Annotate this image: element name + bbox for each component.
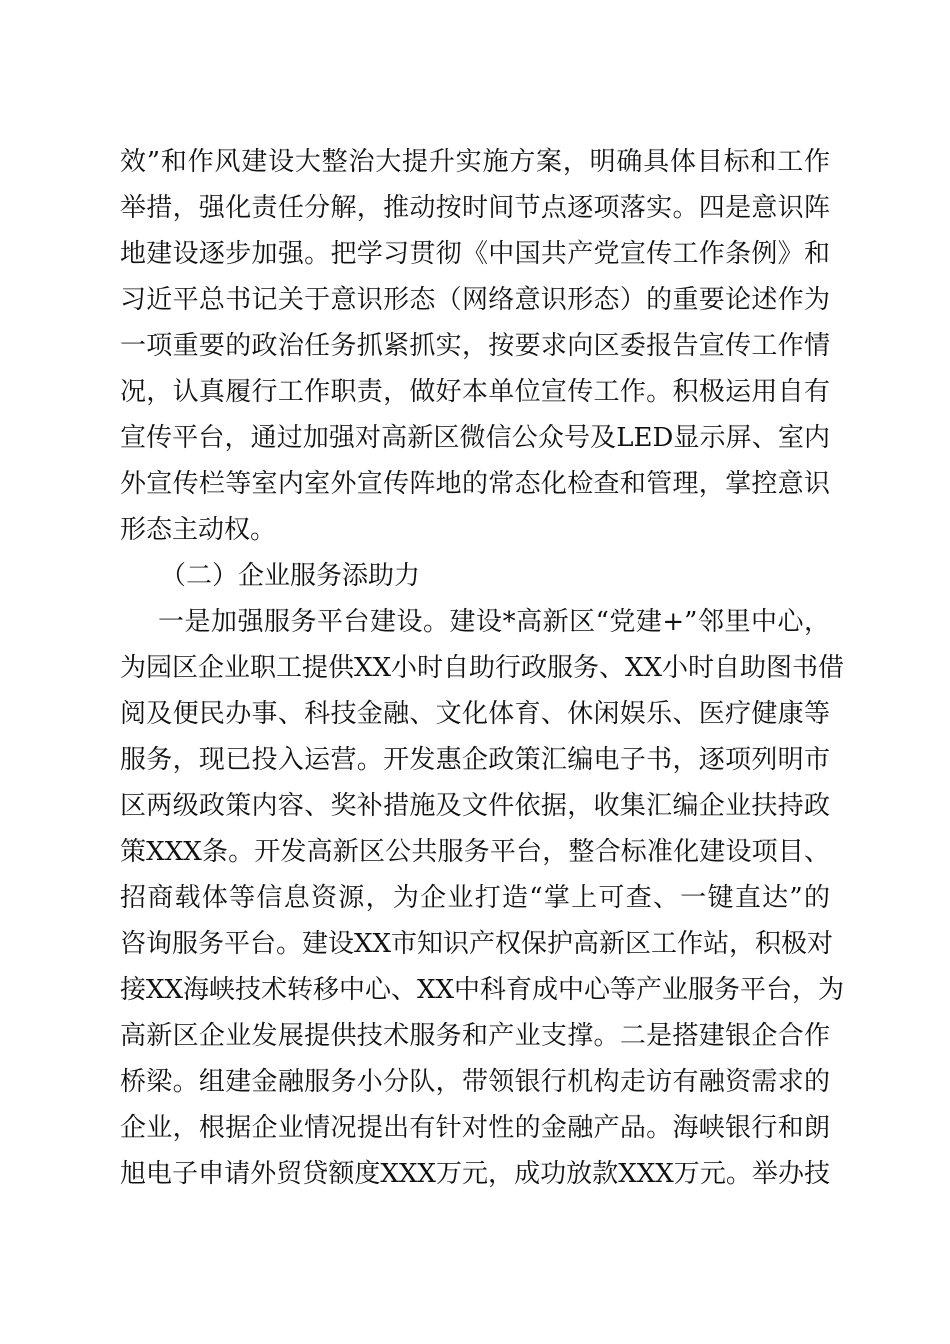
paragraph-line: 举措，强化责任分解，推动按时间节点逐项落实。四是意识阵 bbox=[120, 193, 830, 223]
paragraph-line: 阅及便民办事、科技金融、文化体育、休闲娱乐、医疗健康等 bbox=[120, 699, 830, 729]
paragraph-line: 为园区企业职工提供XX小时自助行政服务、XX小时自助图书借 bbox=[120, 653, 845, 683]
paragraph-first-line: 一是加强服务平台建设。建设*高新区“党建+”邻里中心， bbox=[158, 607, 830, 637]
paragraph-line: 习近平总书记关于意识形态（网络意识形态）的重要论述作为 bbox=[120, 285, 830, 315]
paragraph-line: 服务，现已投入运营。开发惠企政策汇编电子书，逐项列明市 bbox=[120, 745, 830, 775]
paragraph-line: 桥梁。组建金融服务小分队，带领银行机构走访有融资需求的 bbox=[120, 1067, 830, 1097]
paragraph-line: 接XX海峡技术转移中心、XX中科育成中心等产业服务平台，为 bbox=[120, 975, 845, 1005]
paragraph-line: 区两级政策内容、奖补措施及文件依据，收集汇编企业扶持政 bbox=[120, 791, 830, 821]
paragraph-line: 招商载体等信息资源，为企业打造“掌上可查、一键直达”的 bbox=[120, 883, 830, 913]
paragraph-line: 地建设逐步加强。把学习贯彻《中国共产党宣传工作条例》和 bbox=[120, 239, 830, 269]
paragraph-line: 外宣传栏等室内室外宣传阵地的常态化检查和管理，掌控意识 bbox=[120, 469, 830, 499]
paragraph-line: 效”和作风建设大整治大提升实施方案，明确具体目标和工作 bbox=[120, 147, 830, 177]
paragraph-line: 宣传平台，通过加强对高新区微信公众号及LED显示屏、室内 bbox=[120, 423, 830, 453]
paragraph-line: 一项重要的政治任务抓紧抓实，按要求向区委报告宣传工作情 bbox=[120, 331, 830, 361]
paragraph-line: 咨询服务平台。建设XX市知识产权保护高新区工作站，积极对 bbox=[120, 929, 834, 959]
paragraph-line: 策XXX条。开发高新区公共服务平台，整合标准化建设项目、 bbox=[120, 837, 830, 867]
paragraph-line: 旭电子申请外贸贷额度XXX万元，成功放款XXX万元。举办技 bbox=[120, 1159, 830, 1189]
section-heading: （二）企业服务添助力 bbox=[160, 561, 421, 591]
paragraph-line: 高新区企业发展提供技术服务和产业支撑。二是搭建银企合作 bbox=[120, 1021, 830, 1051]
paragraph-line: 况，认真履行工作职责，做好本单位宣传工作。积极运用自有 bbox=[120, 377, 830, 407]
paragraph-line: 企业，根据企业情况提出有针对性的金融产品。海峡银行和朗 bbox=[120, 1113, 830, 1143]
paragraph-line: 形态主动权。 bbox=[120, 515, 277, 545]
